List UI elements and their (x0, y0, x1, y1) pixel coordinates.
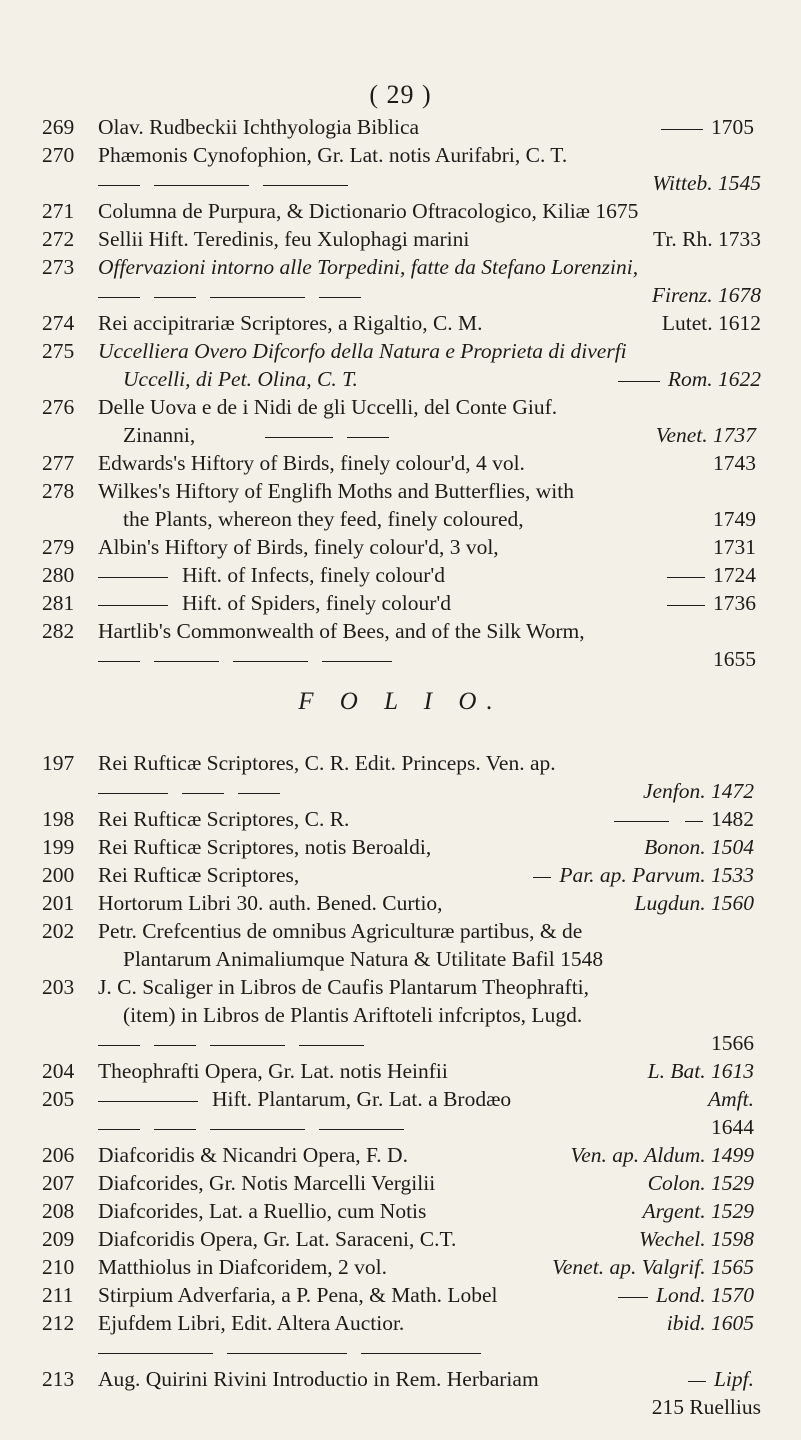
entry-number: 199 (42, 835, 75, 859)
entry-imprint: Tr. Rh. 1733 (653, 227, 761, 251)
entry-number: 205 (42, 1087, 75, 1111)
entry-date: 1705 (711, 115, 754, 139)
entry-imprint: Ven. ap. Aldum. 1499 (570, 1143, 754, 1167)
entry-date: 1743 (713, 451, 756, 475)
entry-imprint: Amft. (708, 1087, 754, 1111)
entry-title: Rei Rufticæ Scriptores, C. R. (98, 807, 350, 831)
entry-imprint: Firenz. 1678 (651, 283, 761, 307)
entry-title: Stirpium Adverfaria, a P. Pena, & Math. Lobel (98, 1283, 498, 1307)
entry-number: 206 (42, 1143, 75, 1167)
entry-title: Ejufdem Libri, Edit. Altera Auctior. (98, 1311, 405, 1335)
entry-title: Hartlib's Commonwealth of Bees, and of the Silk Worm, (98, 619, 585, 643)
entry-imprint: Lipf. (713, 1367, 754, 1391)
entry-title: Petr. Crefcentius de omnibus Agriculturæ partibus, & de (98, 919, 583, 943)
entry-title: Columna de Purpura, & Dictionario Oftracologico, Kiliæ 1675 (98, 199, 639, 223)
entry-imprint: Rom. 1622 (667, 367, 761, 391)
entry-imprint: Colon. 1529 (647, 1171, 754, 1195)
entry-date: 1736 (713, 591, 756, 615)
entry-number: 282 (42, 619, 75, 643)
entry-date: 1482 (711, 807, 754, 831)
entry-imprint: Venet. ap. Valgrif. 1565 (552, 1255, 754, 1279)
entry-date: 1724 (713, 563, 756, 587)
entry-number: 209 (42, 1227, 75, 1251)
entry-title: Rei Rufticæ Scriptores, (98, 863, 300, 887)
entry-imprint: ibid. 1605 (666, 1311, 754, 1335)
entry-title: Rei accipitrariæ Scriptores, a Rigaltio, C. M. (98, 311, 483, 335)
entry-number: 207 (42, 1171, 75, 1195)
entry-number: 203 (42, 975, 75, 999)
entry-title: Offervazioni intorno alle Torpedini, fatte da Stefano Lorenzini, (98, 255, 639, 279)
entry-title: Hift. of Infects, finely colour'd (182, 563, 445, 587)
entry-title: J. C. Scaliger in Libros de Caufis Plantarum Theophrafti, (98, 975, 590, 999)
entry-imprint: Witteb. 1545 (652, 171, 761, 195)
entry-number: 201 (42, 891, 75, 915)
entry-number: 271 (42, 199, 75, 223)
entry-number: 270 (42, 143, 75, 167)
entry-title-continued: Plantarum Animaliumque Natura & Utilitate Bafil 1548 (123, 947, 604, 971)
entry-number: 202 (42, 919, 75, 943)
entry-number: 276 (42, 395, 75, 419)
entry-title-continued: the Plants, whereon they feed, finely coloured, (123, 507, 524, 531)
entry-imprint: Wechel. 1598 (638, 1227, 754, 1251)
entry-title: Diafcorides, Gr. Notis Marcelli Vergilii (98, 1171, 436, 1195)
entry-title: Aug. Quirini Rivini Introductio in Rem. Herbariam (98, 1367, 539, 1391)
entry-imprint: Lutet. 1612 (661, 311, 761, 335)
entry-number: 273 (42, 255, 75, 279)
entry-imprint: Argent. 1529 (642, 1199, 754, 1223)
entry-imprint: L. Bat. 1613 (647, 1059, 754, 1083)
entry-number: 210 (42, 1255, 75, 1279)
entry-title: Wilkes's Hiftory of Englifh Moths and Butterflies, with (98, 479, 574, 503)
entry-title: Matthiolus in Diafcoridem, 2 vol. (98, 1255, 388, 1279)
entry-title: Olav. Rudbeckii Ichthyologia Biblica (98, 115, 420, 139)
entry-number: 279 (42, 535, 75, 559)
entry-number: 200 (42, 863, 75, 887)
entry-date: 1655 (713, 647, 756, 671)
entry-title: Rei Rufticæ Scriptores, notis Beroaldi, (98, 835, 432, 859)
entry-number: 204 (42, 1059, 75, 1083)
page-number: ( 29 ) (369, 80, 432, 109)
entry-title: Uccelliera Overo Difcorfo della Natura e Proprieta di diverfi (98, 339, 627, 363)
entry-number: 198 (42, 807, 75, 831)
section-heading: F O L I O. (298, 688, 503, 715)
entry-title: Rei Rufticæ Scriptores, C. R. Edit. Princeps. Ven. ap. (98, 751, 556, 775)
entry-number: 212 (42, 1311, 75, 1335)
entry-number: 213 (42, 1367, 75, 1391)
entry-date: 1644 (711, 1115, 754, 1139)
entry-number: 274 (42, 311, 75, 335)
entry-number: 208 (42, 1199, 75, 1223)
entry-title: Hift. Plantarum, Gr. Lat. a Brodæo (212, 1087, 512, 1111)
entry-number: 272 (42, 227, 75, 251)
entry-title: Theophrafti Opera, Gr. Lat. notis Heinfii (98, 1059, 448, 1083)
entry-title: Diafcorides, Lat. a Ruellio, cum Notis (98, 1199, 427, 1223)
entry-imprint: Lugdun. 1560 (634, 891, 754, 915)
entry-date: 1731 (713, 535, 756, 559)
entry-number: 269 (42, 115, 75, 139)
entry-number: 278 (42, 479, 75, 503)
entry-title: Diafcoridis Opera, Gr. Lat. Saraceni, C.T. (98, 1227, 457, 1251)
entry-imprint: Bonon. 1504 (644, 835, 754, 859)
entry-title: Hift. of Spiders, finely colour'd (182, 591, 451, 615)
entry-number: 197 (42, 751, 75, 775)
entry-title: Albin's Hiftory of Birds, finely colour'd, 3 vol, (98, 535, 499, 559)
entry-title: Hortorum Libri 30. auth. Bened. Curtio, (98, 891, 443, 915)
entry-title: Diafcoridis & Nicandri Opera, F. D. (98, 1143, 408, 1167)
entry-number: 281 (42, 591, 75, 615)
entry-imprint: Venet. 1737 (655, 423, 756, 447)
entry-date: 1749 (713, 507, 756, 531)
entry-number: 277 (42, 451, 75, 475)
entry-date: 1566 (711, 1031, 754, 1055)
entry-imprint: Jenfon. 1472 (642, 779, 754, 803)
entry-number: 211 (42, 1283, 74, 1307)
entry-imprint: Par. ap. Parvum. 1533 (559, 863, 754, 887)
entry-title: Delle Uova e de i Nidi de gli Uccelli, del Conte Giuf. (98, 395, 558, 419)
entry-title-continued: Uccelli, di Pet. Olina, C. T. (123, 367, 358, 391)
entry-title: Phæmonis Cynofophion, Gr. Lat. notis Aurifabri, C. T. (98, 143, 568, 167)
entry-imprint: Lond. 1570 (656, 1283, 754, 1307)
entry-title-continued: Zinanni, (123, 423, 196, 447)
entry-number: 280 (42, 563, 75, 587)
catchword-text: 215 Ruellius (651, 1395, 761, 1419)
entry-number: 275 (42, 339, 75, 363)
entry-title: Edwards's Hiftory of Birds, finely colour'd, 4 vol. (98, 451, 525, 475)
entry-title-continued: (item) in Libros de Plantis Ariftoteli infcriptos, Lugd. (123, 1003, 583, 1027)
entry-title: Sellii Hift. Teredinis, feu Xulophagi marini (98, 227, 470, 251)
